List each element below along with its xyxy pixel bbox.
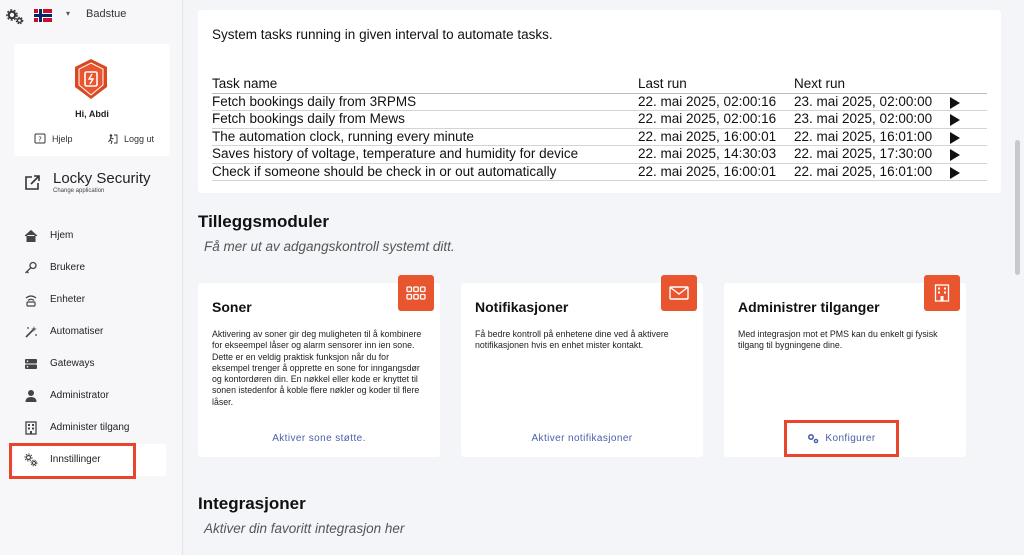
integrations-subtitle: Aktiver din favoritt integrasjon her <box>204 521 405 536</box>
play-icon[interactable] <box>950 114 960 126</box>
addons-title: Tilleggsmoduler <box>198 212 329 231</box>
module-title: Notifikasjoner <box>475 299 569 315</box>
sidebar-item-administrator[interactable] <box>14 380 166 412</box>
locky-logo <box>72 58 110 100</box>
play-icon[interactable] <box>950 167 960 179</box>
sidebar-item-automatiser[interactable] <box>14 316 166 348</box>
task-last-run: 22. mai 2025, 16:00:01 <box>638 163 777 179</box>
table-row <box>212 129 987 147</box>
sidebar-item-label: Enheter <box>50 294 86 305</box>
column-header-task-name: Task name <box>212 76 278 91</box>
location-selector[interactable]: Badstue <box>86 8 127 20</box>
help-label: Hjelp <box>52 134 73 144</box>
play-icon[interactable] <box>950 132 960 144</box>
task-name: The automation clock, running every minute <box>212 128 474 144</box>
integrations-title: Integrasjoner <box>198 494 306 513</box>
module-card-notifikasjoner <box>461 283 703 457</box>
configure-label: Konfigurer <box>825 433 876 444</box>
sidebar-item-hjem[interactable] <box>14 220 166 252</box>
external-link-icon <box>23 174 41 192</box>
module-title: Administrer tilganger <box>738 299 880 315</box>
sidebar-item-label: Administrator <box>50 390 109 401</box>
module-description: Aktivering av soner gir deg muligheten til å kombinere for ekseempel låser og alarm sensorer inn ien sone. Dette er en veldig praktisk funksjon når du for eksempel trenger å opprette en sone for inngangsdør og kontordøren din. En nøkkel eller kode er knyttet til sonen istedenfor å koble flere nøkler og koder til flere låser. <box>212 329 422 407</box>
table-row <box>212 94 987 112</box>
table-row <box>212 146 987 164</box>
logout-icon <box>106 133 118 145</box>
svg-text:?: ? <box>38 135 42 144</box>
sidebar-item-label: Gateways <box>50 358 95 369</box>
server-icon <box>24 357 38 371</box>
table-header-row <box>212 76 987 94</box>
sidebar-item-brukere[interactable] <box>14 252 166 284</box>
task-next-run: 23. mai 2025, 02:00:00 <box>794 111 933 126</box>
task-name: Saves history of voltage, temperature and humidity for device <box>212 146 579 161</box>
building-icon <box>924 275 960 311</box>
column-header-last-run: Last run <box>638 76 687 91</box>
change-application-label: Change application <box>53 188 105 194</box>
task-name: Fetch bookings daily from 3RPMS <box>212 93 417 109</box>
norway-flag-icon[interactable] <box>34 9 52 22</box>
tasks-intro-text: System tasks running in given interval to automate tasks. <box>212 27 553 42</box>
sidebar-topbar <box>0 0 183 34</box>
help-icon <box>34 133 46 145</box>
task-next-run: 22. mai 2025, 17:30:00 <box>794 146 933 161</box>
module-title: Soner <box>212 299 252 315</box>
sidebar <box>0 0 183 555</box>
logout-button[interactable] <box>106 133 154 145</box>
sidebar-item-administer-tilgang[interactable] <box>14 412 166 444</box>
logout-label: Logg ut <box>124 134 155 144</box>
chevron-down-icon[interactable]: ▾ <box>66 9 71 18</box>
sidebar-item-gateways[interactable] <box>14 348 166 380</box>
activate-notifications-link[interactable]: Aktiver notifikasjoner <box>531 433 633 444</box>
addons-subtitle: Få mer ut av adgangskontroll systemt ditt. <box>204 239 455 254</box>
task-last-run: 22. mai 2025, 02:00:16 <box>638 111 777 126</box>
table-row <box>212 164 987 182</box>
sidebar-item-label: Administer tilgang <box>50 422 130 433</box>
admin-icon <box>24 389 38 403</box>
app-name: Locky Security <box>53 170 151 187</box>
play-icon[interactable] <box>950 97 960 109</box>
automation-icon <box>24 325 38 339</box>
mail-icon <box>661 275 697 311</box>
task-next-run: 22. mai 2025, 16:01:00 <box>794 163 933 179</box>
task-next-run: 23. mai 2025, 02:00:00 <box>794 93 933 109</box>
home-icon <box>24 229 38 243</box>
module-description: Få bedre kontroll på enhetene dine ved å aktivere notifikasjonen hvis en enhet mister kontakt. <box>475 329 669 351</box>
main-content <box>184 0 1024 555</box>
sidebar-item-label: Hjem <box>50 230 74 241</box>
sidebar-item-enheter[interactable] <box>14 284 166 316</box>
play-icon[interactable] <box>950 149 960 161</box>
sidebar-item-label: Brukere <box>50 262 86 273</box>
wifi-icon <box>24 293 38 307</box>
gears-icon <box>807 433 819 444</box>
configure-button[interactable] <box>784 420 899 457</box>
task-last-run: 22. mai 2025, 14:30:03 <box>638 146 777 161</box>
task-last-run: 22. mai 2025, 02:00:16 <box>638 93 777 109</box>
module-description: Med integrasjon mot et PMS kan du enkelt gi fysisk tilgang til bygningene dine. <box>738 329 938 351</box>
sidebar-item-label: Innstillinger <box>50 454 101 465</box>
change-application-button[interactable] <box>20 170 170 200</box>
settings-highlight-box <box>9 443 136 479</box>
task-next-run: 22. mai 2025, 16:01:00 <box>794 128 933 144</box>
system-tasks-card <box>198 10 1001 193</box>
building-icon <box>24 421 38 435</box>
grid-icon <box>398 275 434 311</box>
greeting-text: Hi, Abdi <box>75 109 109 119</box>
task-name: Check if someone should be check in or out automatically <box>212 163 557 179</box>
key-icon <box>24 261 38 275</box>
column-header-next-run: Next run <box>794 76 846 91</box>
help-button[interactable] <box>34 133 73 145</box>
activate-zones-link[interactable]: Aktiver sone støtte. <box>272 433 366 444</box>
task-last-run: 22. mai 2025, 16:00:01 <box>638 128 777 144</box>
settings-gear-icon[interactable] <box>6 9 24 25</box>
task-name: Fetch bookings daily from Mews <box>212 111 405 126</box>
sidebar-item-label: Automatiser <box>50 326 104 337</box>
module-card-soner <box>198 283 440 457</box>
table-row <box>212 111 987 129</box>
profile-card <box>14 44 170 156</box>
scrollbar[interactable] <box>1015 140 1020 275</box>
